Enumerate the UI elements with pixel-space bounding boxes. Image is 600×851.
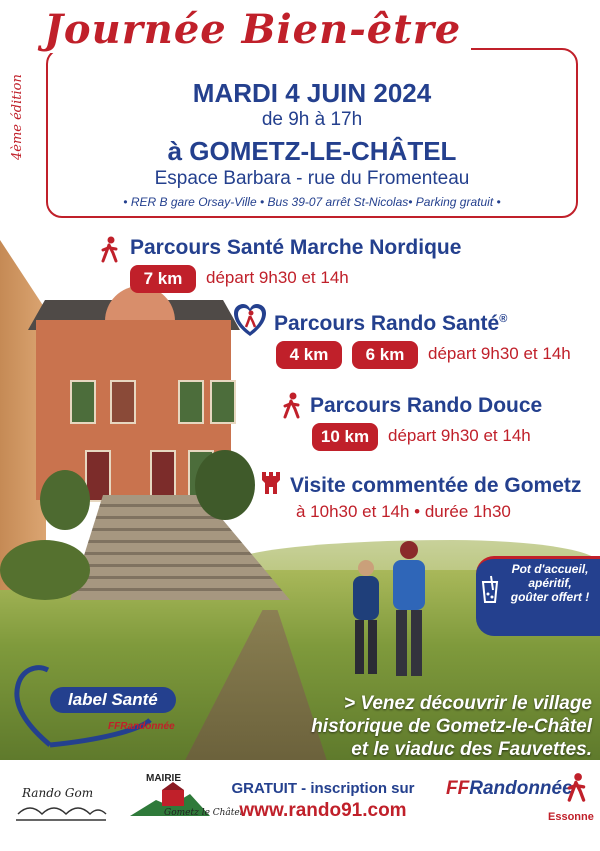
distance-badge: 7 km	[130, 265, 196, 293]
event-hours: de 9h à 17h	[261, 109, 363, 130]
walker-woman	[345, 558, 387, 678]
depart-time: départ 9h30 et 14h	[428, 344, 571, 363]
region-text: Essonne	[548, 811, 594, 823]
discover-line2: historique de Gometz-le-Châtel	[311, 716, 592, 737]
heart-hiker-icon	[232, 302, 268, 340]
parcours-rando-douce-title: Parcours Rando Douce	[310, 394, 543, 417]
website-link[interactable]: www.rando91.com	[239, 800, 407, 821]
event-city: à GOMETZ-LE-CHÂTEL	[167, 136, 457, 166]
visite-title: Visite commentée de Gometz	[290, 474, 582, 497]
hiker-icon	[100, 236, 120, 264]
mairie-text: MAIRIE	[146, 773, 181, 784]
discover-line3: et le viaduc des Fauvettes.	[351, 739, 592, 760]
hiker-icon	[566, 772, 588, 804]
depart-time: départ 9h30 et 14h	[206, 268, 349, 287]
registered-mark: ®	[499, 313, 508, 325]
inscription-text: GRATUIT - inscription sur	[231, 780, 415, 797]
distance-badge: 4 km	[276, 341, 342, 369]
drink-cup-icon	[480, 574, 500, 604]
depart-time: départ 9h30 et 14h	[388, 426, 531, 445]
mairie-subtext: Gometz le Châtel	[164, 808, 243, 818]
pot-line: goûter offert !	[510, 590, 590, 604]
ff-prefix: FF	[446, 778, 470, 799]
rando-gom-text: Rando Gom	[22, 786, 94, 800]
event-title: Journée Bien-être	[34, 6, 471, 53]
event-date: MARDI 4 JUIN 2024	[192, 78, 432, 108]
visite-schedule: à 10h30 et 14h • durée 1h30	[296, 502, 511, 521]
distance-badge: 10 km	[312, 423, 378, 451]
edition-label: 4ème édition	[10, 74, 25, 160]
pot-line: Pot d'accueil,	[511, 562, 589, 576]
hiker-icon	[282, 392, 302, 420]
parcours-marche-nordique-title: Parcours Santé Marche Nordique	[130, 236, 462, 259]
ff-name: Randonnée	[469, 778, 573, 799]
parcours-rando-sante-text: Parcours Rando Santé	[274, 312, 500, 335]
ffrandonnee-logo	[446, 778, 573, 800]
parcours-rando-sante-title	[274, 312, 507, 336]
event-place: Espace Barbara - rue du Fromenteau	[154, 168, 470, 189]
discover-line1: > Venez découvrir le village	[344, 693, 592, 714]
access-info: • RER B gare Orsay-Ville • Bus 39-07 arrêt St-Nicolas• Parking gratuit •	[123, 195, 501, 209]
distance-badge: 6 km	[352, 341, 418, 369]
pot-text	[502, 562, 598, 604]
label-sante: label Santé	[50, 687, 176, 713]
pot-line: apéritif,	[528, 576, 572, 590]
header-box	[46, 48, 578, 218]
walker-man	[385, 540, 433, 680]
castle-tower-icon	[260, 470, 282, 496]
label-brand: FFRandonnée	[108, 721, 175, 732]
